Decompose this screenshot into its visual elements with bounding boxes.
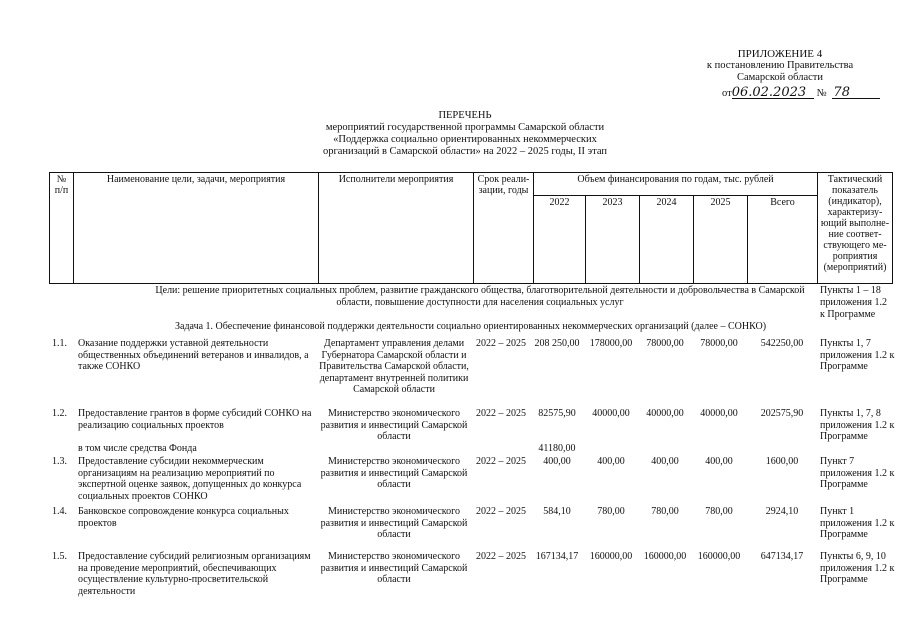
row-2023: 40000,00 — [592, 408, 630, 419]
row-executor: Министерство экономического развития и инвестиций Самарской области — [320, 551, 468, 585]
row-2025: 780,00 — [705, 506, 733, 517]
row-2023: 400,00 — [597, 456, 625, 467]
row-2025: 160000,00 — [697, 551, 741, 562]
row-2024: 400,00 — [651, 456, 679, 467]
row-total: 202575,90 — [760, 408, 804, 419]
row-2022: 82575,90 — [538, 408, 576, 419]
row-2024: 78000,00 — [646, 338, 684, 349]
header-year-2025: 2025 — [694, 196, 748, 284]
row-2023: 780,00 — [597, 506, 625, 517]
title-line-4: организаций в Самарской области» на 2022 – 2025 годы, II этап — [322, 146, 608, 157]
row-num: 1.4. — [52, 506, 67, 517]
row-2022: 400,00 — [543, 456, 571, 467]
table-header — [49, 172, 893, 284]
row-indicator: Пункты 1, 7 приложения 1.2 к Программе — [820, 338, 895, 372]
date-prefix: от — [722, 88, 732, 99]
decree-date-number — [722, 85, 882, 99]
title-line-2: мероприятий государственной программы Самарской области — [325, 122, 605, 133]
task-heading: Задача 1. Обеспечение финансовой поддержки деятельности социально ориентированных некоммерческих организаций (далее – СОНКО) — [175, 321, 767, 332]
appendix-line-2: к постановлению Правительства — [706, 60, 854, 71]
goal-text: Цели: решение приоритетных социальных проблем, развитие гражданского общества, благотворительной деятельности и добровольчества в Самарской области, повышение доступности для населения социальных услуг — [155, 285, 805, 308]
header-year-2023: 2023 — [586, 196, 640, 284]
row-2025: 78000,00 — [700, 338, 738, 349]
row-2022: 208 250,00 — [534, 338, 580, 349]
row-2023: 160000,00 — [589, 551, 633, 562]
header-year-2024: 2024 — [640, 196, 694, 284]
row-num: 1.2. — [52, 408, 67, 419]
row-indicator: Пункты 6, 9, 10 приложения 1.2 к Программе — [820, 551, 895, 585]
header-executors: Исполнители мероприятия — [319, 173, 474, 284]
goal-indicator: Пункты 1 – 18 приложения 1.2 к Программе — [820, 285, 887, 320]
row-2024: 40000,00 — [646, 408, 684, 419]
title-line-3: «Поддержка социально ориентированных некоммерческих — [333, 134, 597, 145]
row-indicator: Пункты 1, 7, 8 приложения 1.2 к Программе — [820, 408, 895, 442]
row-2025: 400,00 — [705, 456, 733, 467]
header-num: № п/п — [50, 173, 74, 284]
title-line-1: ПЕРЕЧЕНЬ — [438, 110, 492, 121]
appendix-title: ПРИЛОЖЕНИЕ 4 — [737, 48, 823, 60]
row-2024: 160000,00 — [643, 551, 687, 562]
number-prefix: № — [816, 88, 827, 99]
row-indicator: Пункт 7 приложения 1.2 к Программе — [820, 456, 895, 490]
row-term: 2022 – 2025 — [476, 551, 526, 562]
row-executor: Министерство экономического развития и инвестиций Самарской области — [320, 506, 468, 540]
row-num: 1.3. — [52, 456, 67, 467]
row-executor: Министерство экономического развития и инвестиций Самарской области — [320, 456, 468, 490]
header-year-2022: 2022 — [534, 196, 586, 284]
row-name: Оказание поддержки уставной деятельности общественных объединений ветеранов и инвалидов, а также СОНКО — [78, 338, 309, 372]
row-executor: Министерство экономического развития и инвестиций Самарской области — [320, 408, 468, 442]
row-2023: 178000,00 — [589, 338, 633, 349]
handwritten-number: 78 — [833, 85, 850, 100]
appendix-block — [680, 48, 880, 84]
appendix-line-3: Самарской области — [737, 72, 823, 83]
row-term: 2022 – 2025 — [476, 338, 526, 349]
fund-sub-value: 41180,00 — [538, 443, 576, 454]
row-2022: 584,10 — [543, 506, 571, 517]
row-name: Предоставление субсидии некоммерческим организациям на реализацию мероприятий по экспертной оценке заявок, допущенных до конкурса социальных проектов СОНКО — [78, 456, 302, 502]
row-num: 1.1. — [52, 338, 67, 349]
row-name: Предоставление грантов в форме субсидий СОНКО на реализацию социальных проектов — [78, 408, 312, 431]
document-title — [300, 110, 630, 158]
header-total: Всего — [748, 196, 818, 284]
row-term: 2022 – 2025 — [476, 506, 526, 517]
row-total: 2924,10 — [765, 506, 799, 517]
header-funding: Объем финансирования по годам, тыс. рублей — [534, 173, 818, 196]
row-indicator: Пункт 1 приложения 1.2 к Программе — [820, 506, 895, 540]
fund-sub-label: в том числе средства Фонда — [78, 443, 197, 454]
row-name: Предоставление субсидий религиозным организациям на проведение мероприятий, обеспечивающих осуществление культурно-просветительской деятельности — [78, 551, 311, 597]
row-2025: 40000,00 — [700, 408, 738, 419]
row-2024: 780,00 — [651, 506, 679, 517]
row-num: 1.5. — [52, 551, 67, 562]
row-term: 2022 – 2025 — [476, 456, 526, 467]
header-name: Наименование цели, задачи, мероприятия — [74, 173, 319, 284]
row-name: Банковское сопровождение конкурса социальных проектов — [78, 506, 289, 529]
handwritten-date: 06.02.2023 — [731, 85, 807, 100]
row-executor: Департамент управления делами Губернатора Самарской области и Правительства Самарской области, департамент внутренней политики Самарской области — [319, 338, 469, 395]
row-2022: 167134,17 — [535, 551, 579, 562]
header-indicator: Тактический показатель (индикатор), характеризу-ющий выполне-ние соответ-ствующего ме-роприятия (мероприятий) — [818, 173, 893, 284]
row-total: 1600,00 — [765, 456, 799, 467]
row-total: 647134,17 — [760, 551, 804, 562]
row-term: 2022 – 2025 — [476, 408, 526, 419]
row-total: 542250,00 — [760, 338, 804, 349]
header-term: Срок реали-зации, годы — [474, 173, 534, 284]
